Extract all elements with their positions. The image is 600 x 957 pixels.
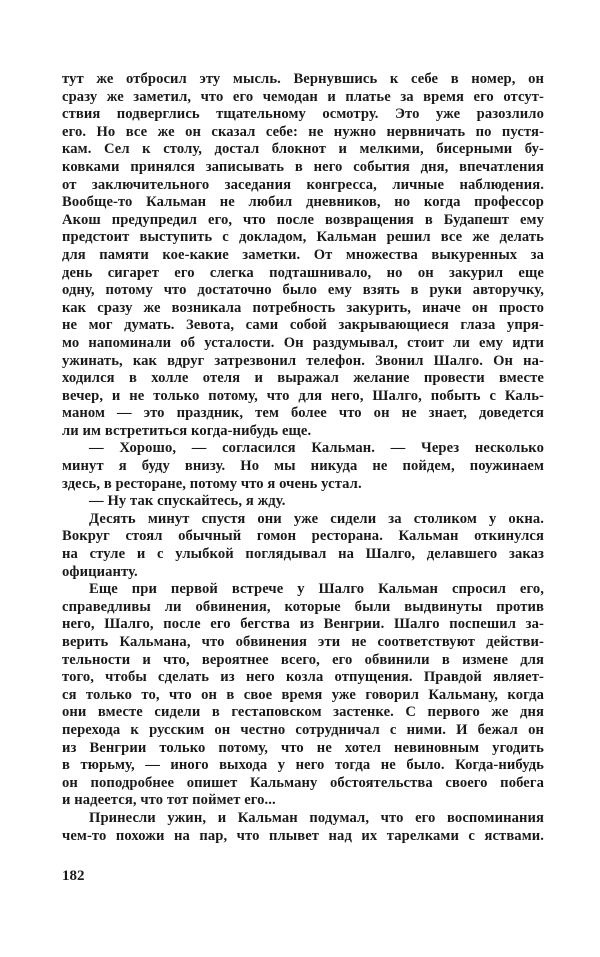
text-line: ужинать, как вдруг затрезвонил телефон. Звонил Шалго. Он на- bbox=[62, 352, 544, 369]
text-line: они вместе сидели в гестаповском застенке. С первого же дня bbox=[62, 704, 544, 721]
text-line: ли им встретиться когда-нибудь еще. bbox=[62, 422, 312, 439]
text-line: справедливы ли обвинения, которые были выдвинуты против bbox=[62, 598, 544, 615]
text-line: ходился в холле отеля и выражал желание провести вместе bbox=[62, 370, 544, 387]
text-line: Принесли ужин, и Кальман подумал, что его воспоминания bbox=[89, 809, 544, 826]
text-line: Еще при первой встрече у Шалго Кальман спросил его, bbox=[89, 581, 544, 598]
text-line: — Ну так спускайтесь, я жду. bbox=[89, 493, 286, 510]
paragraph bbox=[62, 493, 544, 511]
text-line: и надеется, что тот поймет его... bbox=[62, 792, 276, 809]
text-line: маном — это праздник, тем более что он не знает, доведется bbox=[62, 405, 544, 422]
text-line: день сигарет его слегка подташнивало, но он закурил еще bbox=[62, 264, 544, 281]
text-line: — Хорошо, — согласился Кальман. — Через несколько bbox=[89, 440, 544, 457]
text-line: Вообще-то Кальман не любил дневников, но когда профессор bbox=[62, 194, 544, 211]
text-line: предстоит выступить с докладом, Кальман решил все же делать bbox=[62, 229, 544, 246]
text-line: минут я буду внизу. Но мы никуда не пойдем, поужинаем bbox=[62, 458, 544, 475]
text-line: из Венгрии только потому, что не хотел невиновным угодить bbox=[62, 739, 544, 756]
paragraph bbox=[62, 71, 544, 440]
text-line: официанту. bbox=[62, 563, 138, 580]
text-line: сразу же заметил, что его чемодан и платье за время его отсут- bbox=[62, 88, 544, 105]
text-line: Десять минут спустя они уже сидели за столиком у окна. bbox=[89, 510, 544, 527]
paragraph bbox=[62, 810, 544, 845]
text-line: Вокруг стоял обычный гомон ресторана. Кальман откинулся bbox=[62, 528, 544, 545]
text-line: ковками принялся записывать в него события дня, впечатления bbox=[62, 158, 544, 175]
text-line: ствия подверглись тщательному осмотру. Это уже разозлило bbox=[62, 106, 544, 123]
text-line: вечер, и не только потому, что для него, Шалго, побыть с Каль- bbox=[62, 387, 544, 404]
text-line: кам. Сел к столу, достал блокнот и мелкими, бисерными бу- bbox=[62, 141, 544, 158]
text-line: того, чтобы сделать из него козла отпущения. Правдой являет- bbox=[62, 669, 544, 686]
text-line: перехода к русским он честно сотрудничал с ними. И бежал он bbox=[62, 721, 544, 738]
text-line: в тюрьму, — иного выхода у него тогда не было. Когда-нибудь bbox=[62, 757, 544, 774]
text-line: здесь, в ресторане, потому что я очень устал. bbox=[62, 475, 362, 492]
paragraph bbox=[62, 511, 544, 581]
text-line: тут же отбросил эту мысль. Вернувшись к себе в номер, он bbox=[62, 71, 544, 87]
text-line: его. Но все же он сказал себе: не нужно нервничать по пустя- bbox=[62, 123, 544, 140]
paragraph bbox=[62, 581, 544, 810]
text-line: от заключительного заседания конгресса, личные наблюдения. bbox=[62, 176, 544, 193]
page-number: 182 bbox=[62, 868, 85, 884]
text-line: ся только то, что он в свое время уже говорил Кальману, когда bbox=[62, 686, 544, 703]
text-line: него, Шалго, после его бегства из Венгрии. Шалго поспешил за- bbox=[62, 616, 544, 633]
text-line: одну, потому что достаточно было ему взять в руки авторучку, bbox=[62, 282, 544, 299]
text-line: не мог думать. Зевота, сами собой закрывающиеся глаза упря- bbox=[62, 317, 544, 334]
paragraph bbox=[62, 440, 544, 493]
text-line: на стуле и с улыбкой поглядывал на Шалго, делавшего заказ bbox=[62, 546, 544, 563]
text-line: тельности и что, вероятнее всего, его обвинили в измене для bbox=[62, 651, 544, 668]
text-line: верить Кальмана, что обвинения эти не соответствуют действи- bbox=[62, 634, 544, 650]
text-line: мо напоминали об усталости. Он раздумывал, стоит ли ему идти bbox=[62, 334, 544, 351]
text-line: Акош предупредил его, что после возвращения в Будапешт ему bbox=[62, 211, 544, 228]
text-line: для памяти кое-какие заметки. От множества выкуренных за bbox=[62, 246, 544, 263]
text-line: чем-то похожи на пар, что плывет над их тарелками с яствами. bbox=[62, 827, 544, 844]
text-line: он поподробнее опишет Кальману обстоятельства своего побега bbox=[62, 774, 544, 791]
text-line: как сразу же возникала потребность закурить, иначе он просто bbox=[62, 299, 544, 316]
page-body-text bbox=[62, 71, 544, 845]
